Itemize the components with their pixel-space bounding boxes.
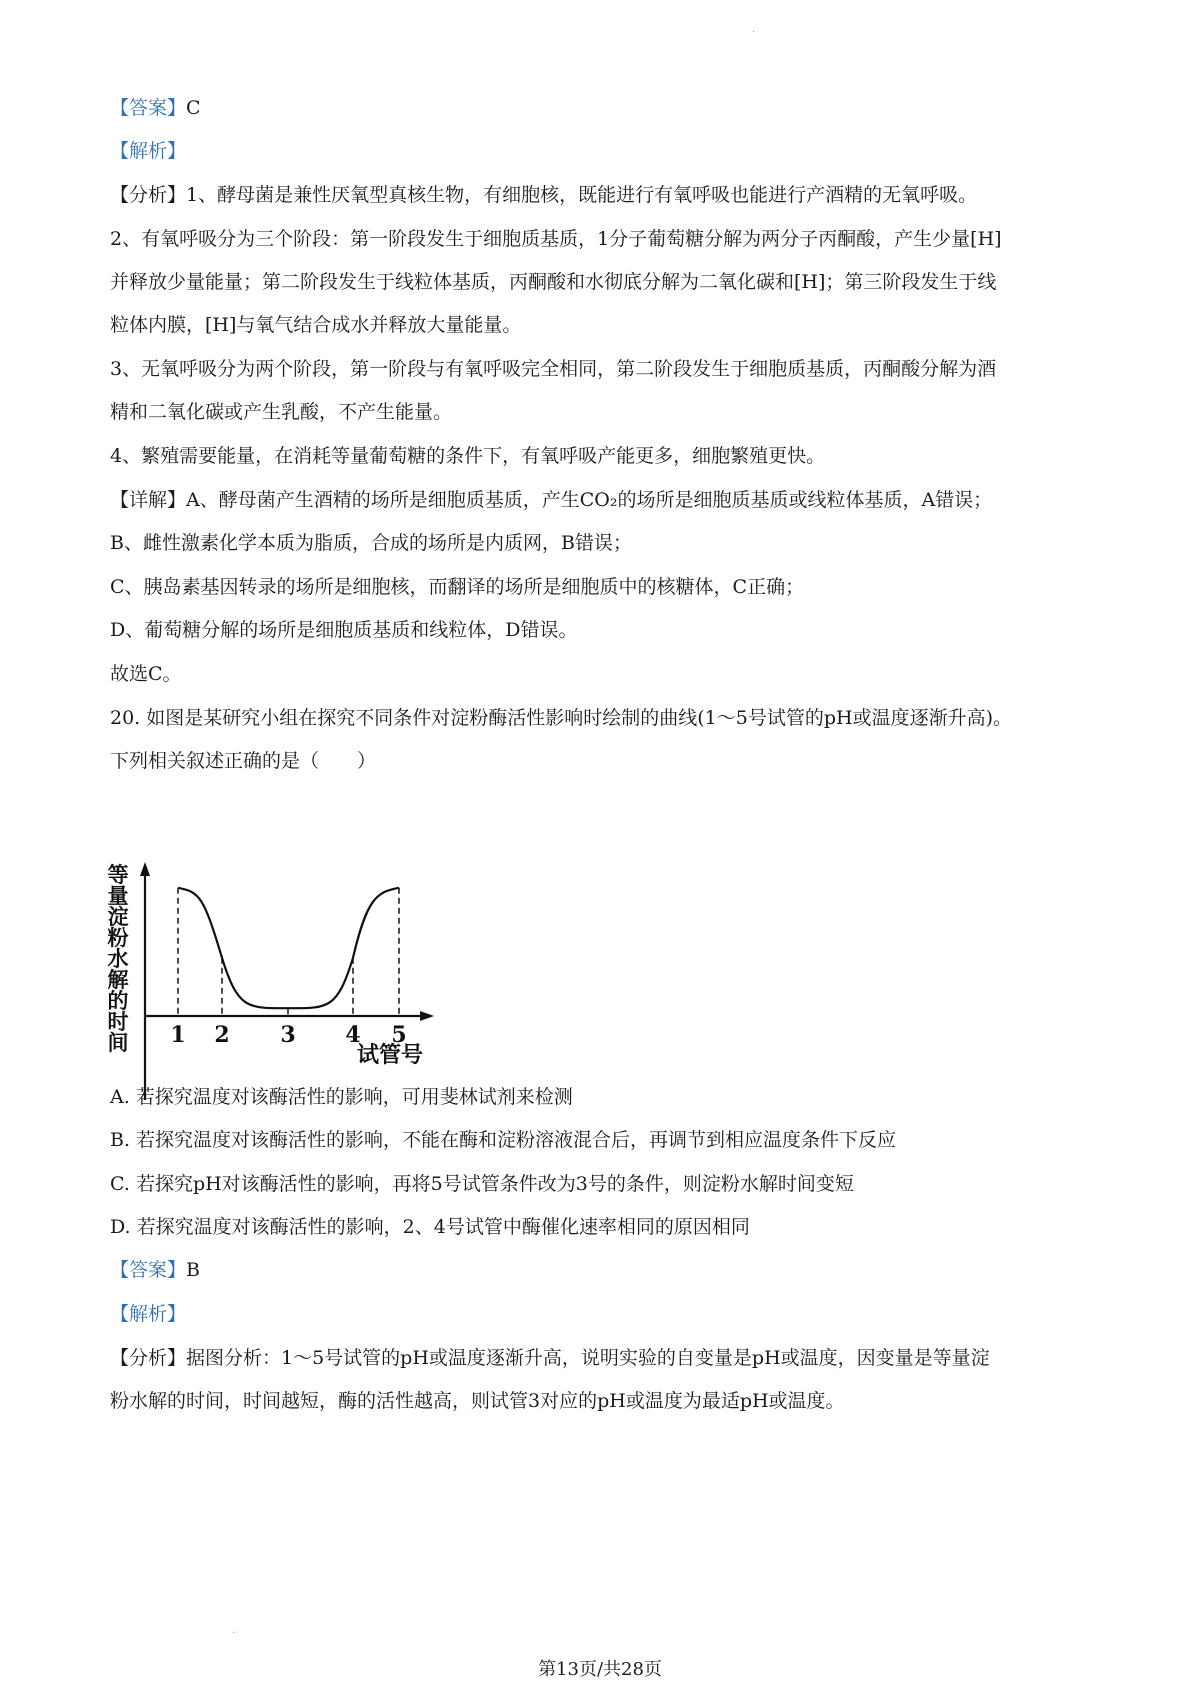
x-tick-5: 5 xyxy=(391,1022,407,1048)
analysis-heading-2 xyxy=(110,1300,1100,1328)
x-axis-arrow xyxy=(420,1011,434,1021)
paragraph-detail-a: 【详解】A、酵母菌产生酒精的场所是细胞质基质，产生CO₂的场所是细胞质基质或线粒体基质，A错误； xyxy=(110,489,993,511)
y-label-char: 水 xyxy=(107,946,129,971)
analysis-tag: 【解析】 xyxy=(110,140,187,162)
y-axis-label xyxy=(107,862,129,1055)
y-label-char: 粉 xyxy=(107,925,129,950)
option-d: D. 若探究温度对该酶活性的影响，2、4号试管中酶催化速率相同的原因相同 xyxy=(110,1216,750,1238)
y-label-char: 间 xyxy=(107,1030,129,1055)
paragraph-detail-b: B、雌性激素化学本质为脂质，合成的场所是内质网，B错误； xyxy=(110,532,632,554)
x-axis-label: 试管号 xyxy=(356,1042,424,1068)
paragraph: 粒体内膜，[H]与氧气结合成水并释放大量能量。 xyxy=(110,314,522,336)
question-20-stem: 20. 如图是某研究小组在探究不同条件对淀粉酶活性影响时绘制的曲线(1～5号试管的pH或温度逐渐升高)。 xyxy=(110,707,1012,729)
paragraph: 并释放少量能量；第二阶段发生于线粒体基质，丙酮酸和水彻底分解为二氧化碳和[H]；第三阶段发生于线 xyxy=(110,271,997,293)
paragraph: 【分析】据图分析：1～5号试管的pH或温度逐渐升高，说明实验的自变量是pH或温度，因变量是等量淀 xyxy=(110,1347,990,1369)
y-label-char: 时 xyxy=(107,1009,129,1034)
paragraph-detail-d: D、葡萄糖分解的场所是细胞质基质和线粒体，D错误。 xyxy=(110,619,578,641)
paragraph: 精和二氧化碳或产生乳酸，不产生能量。 xyxy=(110,401,453,423)
answer-value: B xyxy=(186,1259,200,1281)
option-a: A. 若探究温度对该酶活性的影响，可用斐林试剂来检测 xyxy=(110,1086,573,1108)
paragraph: 3、无氧呼吸分为两个阶段，第一阶段与有氧呼吸完全相同，第二阶段发生于细胞质基质，丙酮酸分解为酒 xyxy=(110,358,997,380)
answer-line-1 xyxy=(110,94,1100,122)
scan-dot: . xyxy=(232,1625,236,1636)
answer-line-2 xyxy=(110,1256,1100,1284)
paragraph-detail-c: C、胰岛素基因转录的场所是细胞核，而翻译的场所是细胞质中的核糖体，C正确； xyxy=(110,576,805,598)
analysis-tag: 【解析】 xyxy=(110,1303,187,1325)
paragraph: 粉水解的时间，时间越短，酶的活性越高，则试管3对应的pH或温度为最适pH或温度。 xyxy=(110,1390,845,1412)
paragraph: 4、繁殖需要能量，在消耗等量葡萄糖的条件下，有氧呼吸产能更多，细胞繁殖更快。 xyxy=(110,445,826,467)
answer-tag: 【答案】 xyxy=(110,97,187,119)
page-footer: 第13页/共28页 xyxy=(538,1659,662,1680)
y-label-char: 量 xyxy=(107,883,129,908)
answer-value: C xyxy=(186,97,201,119)
paragraph: 2、有氧呼吸分为三个阶段：第一阶段发生于细胞质基质，1分子葡萄糖分解为两分子丙酮酸，产生少量[H] xyxy=(110,228,1002,250)
analysis-heading-1 xyxy=(110,137,1100,165)
activity-curve xyxy=(178,888,399,1008)
question-20-prompt: 下列相关叙述正确的是（ ） xyxy=(110,750,377,772)
option-c: C. 若探究pH对该酶活性的影响，再将5号试管条件改为3号的条件，则淀粉水解时间变短 xyxy=(110,1173,854,1195)
y-label-char: 等 xyxy=(107,862,129,887)
option-b: B. 若探究温度对该酶活性的影响，不能在酶和淀粉溶液混合后，再调节到相应温度条件下反应 xyxy=(110,1129,897,1151)
x-tick-4: 4 xyxy=(345,1022,361,1048)
enzyme-activity-chart xyxy=(100,860,480,1160)
y-label-char: 淀 xyxy=(107,904,129,929)
x-tick-1: 1 xyxy=(170,1022,186,1048)
answer-tag: 【答案】 xyxy=(110,1259,187,1281)
y-axis-arrow xyxy=(140,862,150,876)
y-label-char: 解 xyxy=(107,967,129,992)
paragraph-conclusion: 故选C。 xyxy=(110,663,182,685)
dashed-guides xyxy=(178,888,399,1016)
y-label-char: 的 xyxy=(107,988,129,1013)
x-tick-3: 3 xyxy=(280,1022,296,1048)
scan-dot: . xyxy=(752,24,756,35)
x-tick-2: 2 xyxy=(214,1022,230,1048)
paragraph: 【分析】1、酵母菌是兼性厌氧型真核生物，有细胞核，既能进行有氧呼吸也能进行产酒精的无氧呼吸。 xyxy=(110,184,978,206)
